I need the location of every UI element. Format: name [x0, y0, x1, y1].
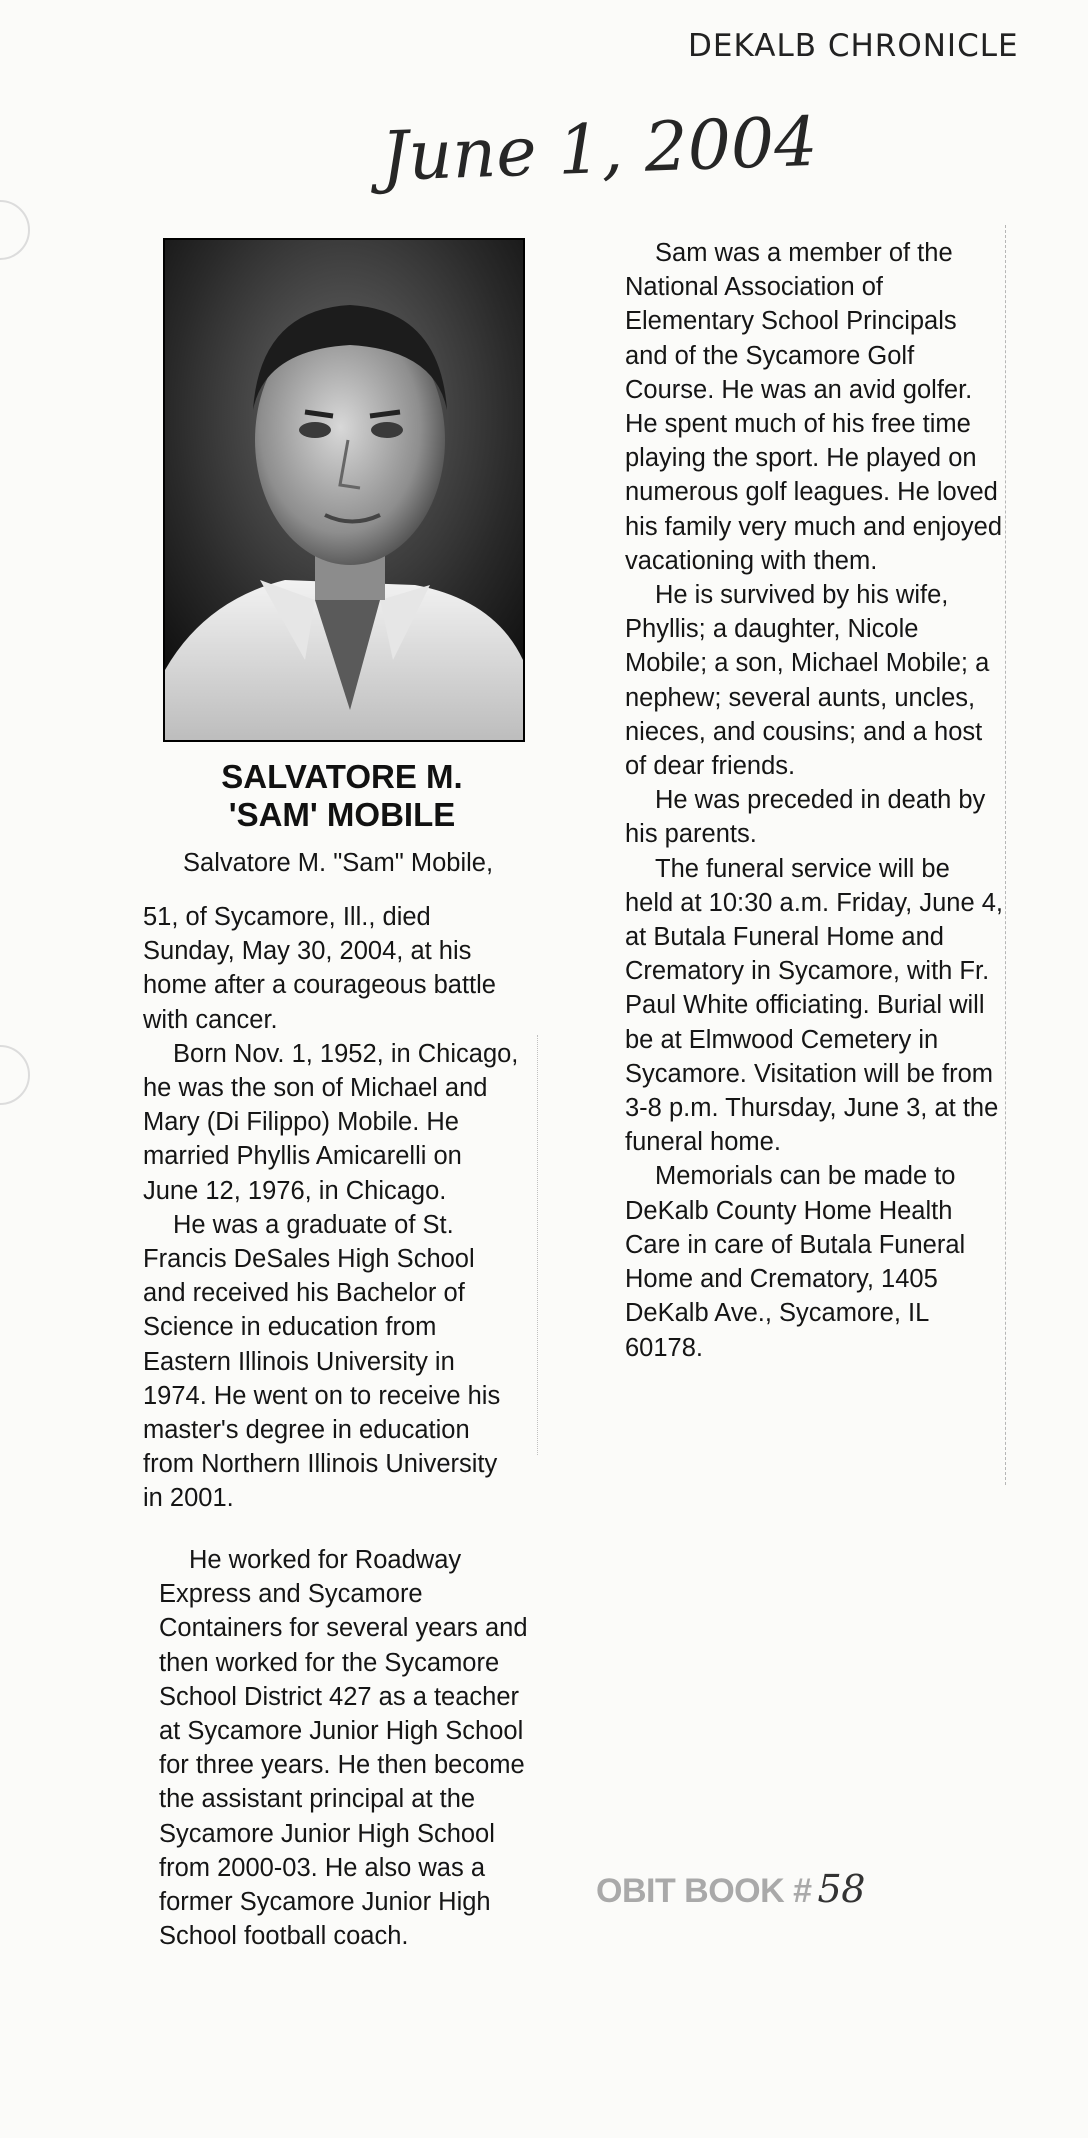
paragraph: Memorials can be made to DeKalb County Home Health Care in care of Butala Funeral Home and Crematory, 1405 DeKalb Ave., Sycamore, IL 60178. [625, 1162, 966, 1362]
punch-hole-top [0, 200, 30, 260]
stamp-label: OBIT BOOK # [596, 1872, 812, 1910]
paragraph: He worked for Roadway Express and Sycamore Containers for several years and then worked for the Sycamore School District 427 as a teacher at Sycamore Junior High School for three years. He then become the assistant principal at the Sycamore Junior High School from 2000-03. He also was a former Sycamore Junior High School football coach. [159, 1546, 528, 1951]
paragraph: 51, of Sycamore, Ill., died Sunday, May 30, 2004, at his home after a courageous battle with cancer. [143, 903, 496, 1034]
lead-line [183, 846, 523, 880]
portrait-photo [163, 238, 525, 742]
paragraph: He was a graduate of St. Francis DeSales High School and received his Bachelor of Science in education from Eastern Illinois University in 1974. He went on to receive his master's degree in education from Northern Illinois University in 2001. [143, 1210, 501, 1513]
stamp-number: 58 [817, 1867, 865, 1911]
handwritten-date: June 1, 2004 [380, 102, 819, 197]
masthead: DEKALB CHRONICLE [688, 28, 1019, 64]
column-divider-left [537, 1035, 539, 1455]
paragraph: The funeral service will be held at 10:30 a.m. Friday, June 4, at Butala Funeral Home and Crematory in Sycamore, with Fr. Paul White officiating. Burial will be at Elmwood Cemetery in Sycamore. Visitation will be from 3-8 p.m. Thursday, June 3, at the funeral home. [625, 854, 1003, 1157]
paragraph: He is survived by his wife, Phyllis; a daughter, Nicole Mobile; a son, Michael Mobile; a nephew; several aunts, uncles, nieces, and cousins; and a host of dear friends. [625, 581, 990, 781]
obituary-headline [163, 758, 521, 834]
paragraph: Born Nov. 1, 1952, in Chicago, he was the son of Michael and Mary (Di Filippo) Mobile. He married Phyllis Amicarelli on June 12, 1976, in Chicago. [143, 1039, 519, 1205]
portrait-photo-icon [165, 240, 523, 740]
lead-text: Salvatore M. "Sam" Mobile, [183, 849, 494, 877]
punch-hole-middle [0, 1045, 30, 1105]
left-column [143, 900, 523, 1516]
obit-book-stamp [596, 1867, 865, 1911]
paragraph: He was preceded in death by his parents. [625, 786, 986, 849]
column-divider-right [1005, 225, 1007, 1485]
right-column [625, 236, 1005, 1365]
headline-line-2: 'SAM' MOBILE [228, 796, 456, 833]
left-column-continued [159, 1543, 539, 1953]
headline-line-1: SALVATORE M. [221, 758, 463, 795]
paragraph: Sam was a member of the National Association of Elementary School Principals and of the Sycamore Golf Course. He was an avid golfer. He spent much of his free time playing the sport. He played on numerous golf leagues. He loved his family very much and enjoyed vacationing with them. [625, 239, 1003, 575]
